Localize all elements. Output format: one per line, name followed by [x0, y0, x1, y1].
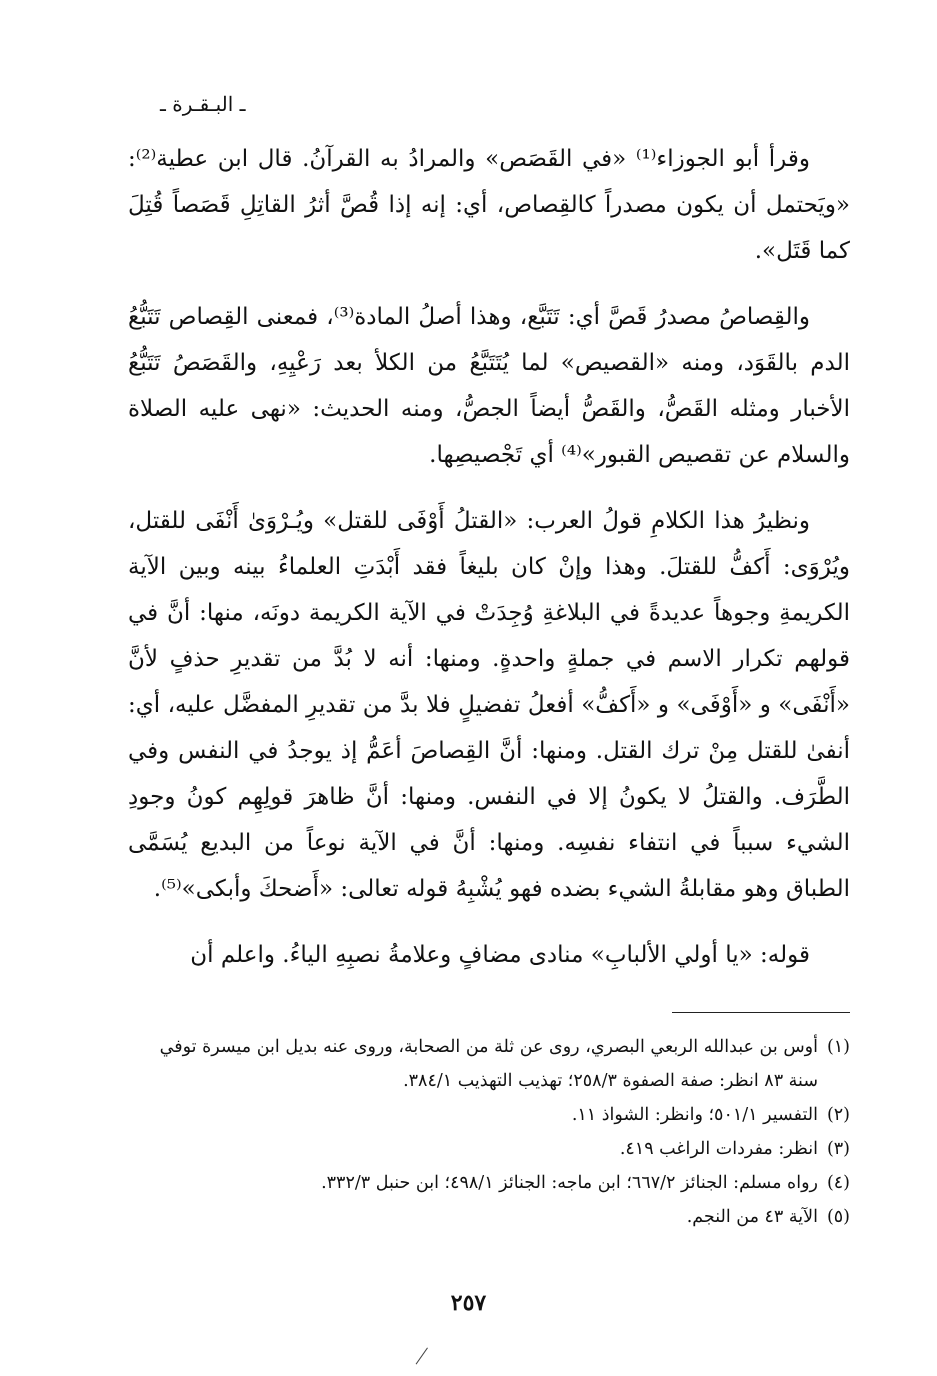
paragraph-1: وقرأ أبو الجوزاء⁽¹⁾ «في القَصَص» والمرادُ به القرآنُ. قال ابن عطية⁽²⁾: «ويَحتمل أن يكون مصدراً كالقِصاص، أي: إنه إذا قُصَّ أثرُ القاتِلِ قَصَصاً قُتِلَ كما قَتَل». — [128, 146, 850, 264]
footnote-item — [130, 1030, 850, 1098]
footnote-number: (٤) — [826, 1173, 850, 1193]
footnote-item — [130, 1200, 850, 1234]
footnote-text: انظر: مفردات الراغب ٤١٩. — [619, 1139, 818, 1159]
footnote-text: التفسير ٥٠١/١؛ وانظر: الشواذ ١١. — [571, 1105, 818, 1125]
paragraph-3: ونظيرُ هذا الكلامِ قولُ العرب: «القتلُ أَوْفَى للقتل» ويُـرْوَىٰ أَنْفَى للقتل، ويُرْوَى: أَكفُّ للقتلَ. وهذا وإنْ كان بليغاً فقد أَبْدَتِ العلماءُ بينه وبين الآية الكريمةِ وجوهاً عديدةً في البلاغةِ وُجِدَتْ في الآية الكريمة دونَه، منها: أنَّ في قولهم تكرار الاسم في جملةٍ واحدةٍ. ومنها: أنه لا بُدَّ من تقديرِ حذفٍ لأنَّ «أَنْفَى» و «أَوْفَى» و «أَكفُّ» أفعلُ تفضيلٍ فلا بدَّ من تقديرِ المفضَّل عليه، أي: أنفىٰ للقتل مِنْ ترك القتل. ومنها: أنَّ القِصاصَ أعَمُّ إذ يوجدُ في النفس وفي الطَّرَف. والقتلُ لا يكونُ إلا في النفس. ومنها: أنَّ ظاهرَ قولِهِم كونُ وجودِ الشيء سبباً في انتفاء نفسِه. ومنها: أنَّ في الآية نوعاً من البديع يُسَمَّى الطباق وهو مقابلةُ الشيء بضده فهو يُشْبِهُ قوله تعالى: «أَضحكَ وأبكى»⁽⁵⁾. — [128, 508, 850, 902]
running-title: ـ البـقـرة ـ — [160, 92, 246, 116]
paragraph-2: والقِصاصُ مصدرُ قَصَّ أي: تَتَبَّع، وهذا أصلُ المادة⁽³⁾، فمعنى القِصاص تَتَبُّعُ الدم بالقَوَد، ومنه «القصيص» لما يُتَتَبَّعُ من الكلأ بعد رَعْيِهِ، والقَصَصُ تَتَبُّعُ الأخبار ومثله القَصُّ، والقَصُّ أيضاً الجصُّ، ومنه الحديث: «نهى عليه الصلاة والسلام عن تقصيص القبور»⁽⁴⁾ أي تَجْصيصِها. — [128, 304, 850, 468]
footnote-number: (١) — [826, 1037, 850, 1057]
footnote-text: الآية ٤٣ من النجم. — [686, 1207, 818, 1227]
footnote-number: (٥) — [826, 1207, 850, 1227]
main-text — [128, 136, 850, 998]
footnote-number: (٢) — [826, 1105, 850, 1125]
footnote-text: أوس بن عبدالله الربعي البصري، روى عن ثلة من الصحابة، وروى عنه بديل ابن ميسرة توفي سنة ٨٣ انظر: صفة الصفوة ٢٥٨/٣؛ تهذيب التهذيب ٣٨٤/١. — [159, 1037, 818, 1091]
footnote-separator — [672, 1012, 850, 1013]
footnote-text: رواه مسلم: الجنائز ٦٦٧/٢؛ ابن ماجه: الجنائز ٤٩٨/١؛ ابن حنبل ٣٣٢/٣. — [321, 1173, 818, 1193]
scan-mark — [416, 1348, 440, 1373]
paragraph-4: قوله: «يا أولي الألبابِ» منادى مضافٍ وعلامةُ نصبِهِ الياءُ. واعلم أن — [190, 942, 810, 968]
footnotes — [130, 1030, 850, 1234]
page-number: ٢٥٧ — [450, 1290, 487, 1316]
footnote-item — [130, 1166, 850, 1200]
footnote-number: (٣) — [826, 1139, 850, 1159]
footnote-item — [130, 1132, 850, 1166]
page-header — [0, 92, 937, 126]
footnote-item — [130, 1098, 850, 1132]
